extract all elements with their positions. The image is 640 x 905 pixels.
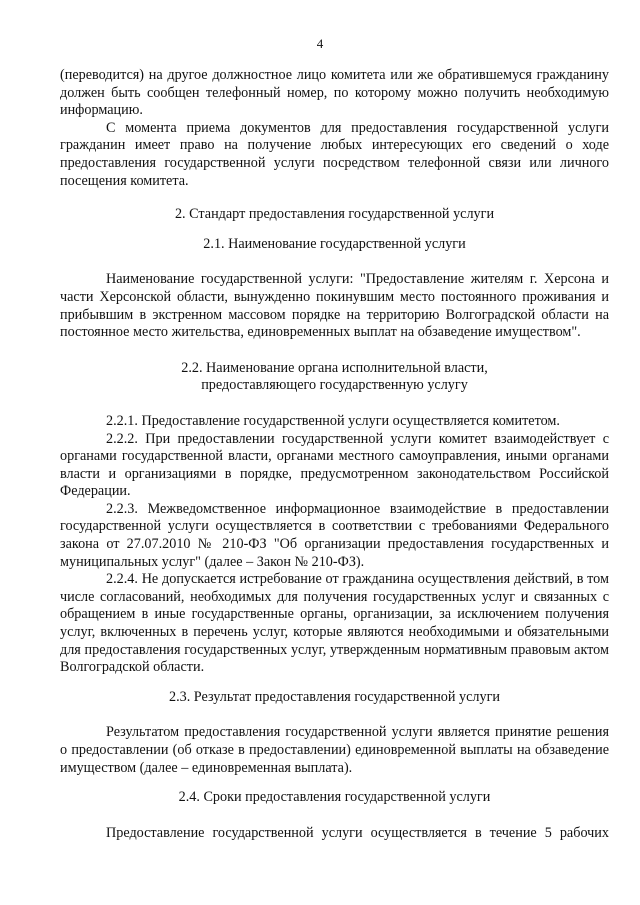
paragraph: Предоставление государственной услуги осуществляется в течение 5 рабочих [106,824,609,841]
subsection-heading: 2.1. Наименование государственной услуги [203,235,466,252]
subsection-heading: 2.2. Наименование органа исполнительной власти, [181,359,488,376]
document-body [60,67,609,842]
paragraph: 2.2.1. Предоставление государственной услуги осуществляется комитетом. [106,412,560,429]
paragraph: 2.2.2. При предоставлении государственной услуги комитет взаимодействует с органами государственной власти, органами местного самоуправления, иными органами власти и организациями в порядке, предусмотренном законодательством Российской Федерации. [60,430,609,500]
subsection-heading: предоставляющего государственную услугу [201,377,468,394]
paragraph: 2.2.3. Межведомственное информационное взаимодействие в предоставлении государственной услуги осуществляется в соответствии с требованиями Федерального закона от 27.07.2010 № 210-ФЗ "Об организации предоставления государственных и муниципальных услуг" (далее – Закон № 210-ФЗ). [60,500,609,570]
section-heading: 2. Стандарт предоставления государственной услуги [174,206,495,223]
paragraph: С момента приема документов для предоставления государственной услуги гражданин имеет право на получение любых интересующих его сведений о ходе предоставления государственной услуги посредством телефонной связи или личного посещения комитета. [60,119,609,189]
subsection-heading: 2.3. Результат предоставления государственной услуги [168,688,501,705]
paragraph: (переводится) на другое должностное лицо комитета или же обратившемуся гражданину должен быть сообщен телефонный номер, по которому можно получить необходимую информацию. [60,67,609,119]
paragraph: Наименование государственной услуги: "Предоставление жителям г. Херсона и части Херсонской области, вынужденно покинувшим место постоянного проживания и прибывшим в экстренном массовом порядке на территорию Волгоградской области на постоянное место жительства, единовременных выплат на обзаведение имуществом". [60,271,609,341]
paragraph: Результатом предоставления государственной услуги является принятие решения о предоставлении (об отказе в предоставлении) единовременной выплаты на обзаведение имуществом (далее – единовременная выплата). [60,724,609,776]
page-number: 4 [316,36,324,51]
subsection-heading: 2.4. Сроки предоставления государственной услуги [178,789,491,806]
paragraph: 2.2.4. Не допускается истребование от гражданина осуществления действий, в том числе согласований, необходимых для получения государственных услуг и связанных с обращением в иные государственные органы, организации, за исключением получения услуг, включенных в перечень услуг, которые являются необходимыми и обязательными для предоставления государственных услуг, утвержденным нормативным правовым актом Волгоградской области. [60,571,609,676]
